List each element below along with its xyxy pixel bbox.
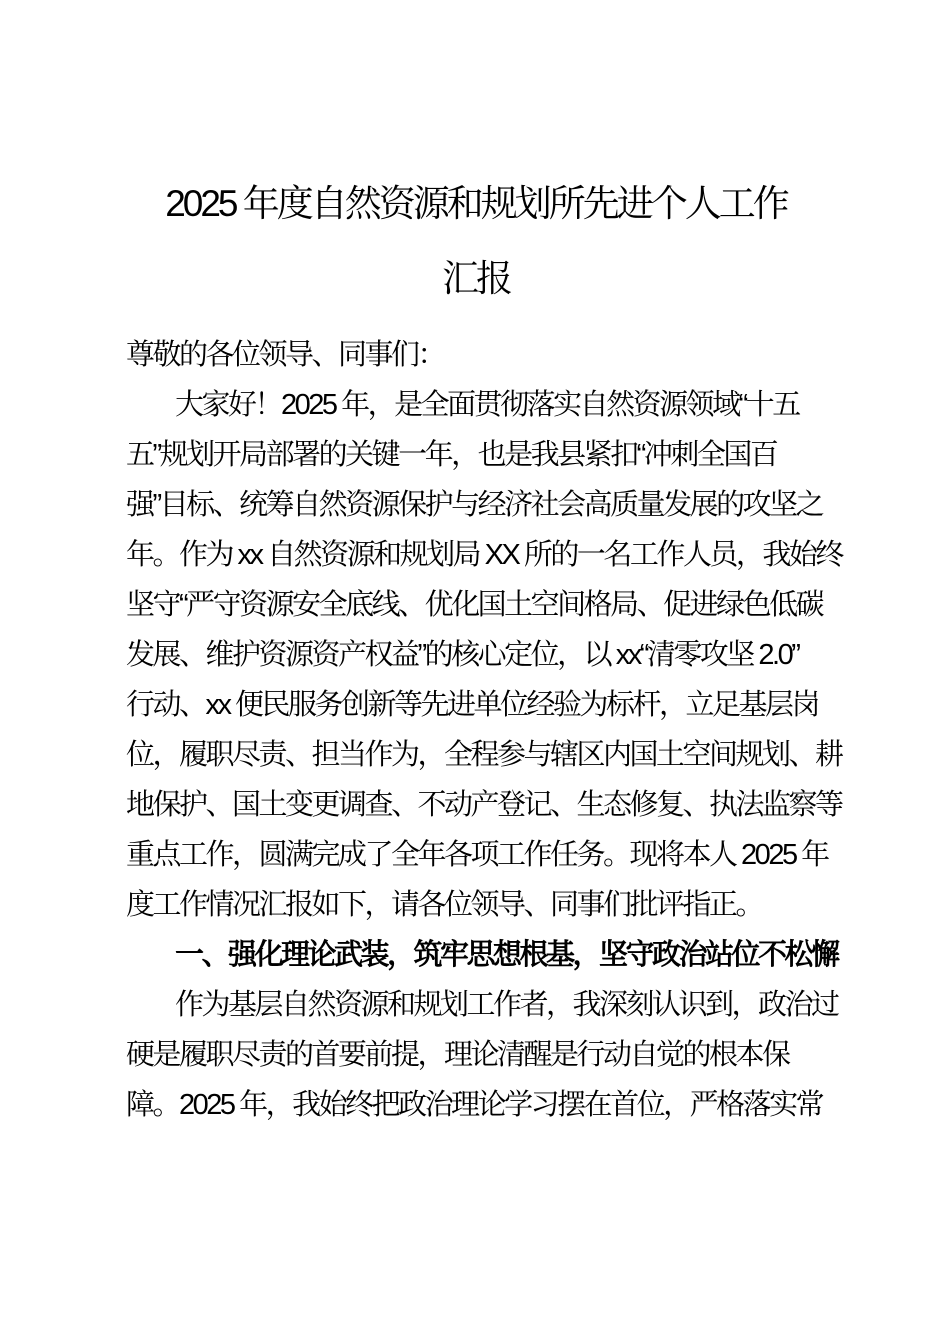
body-line: 重点工作，圆满完成了全年各项工作任务。现将本人 2025 年 bbox=[126, 839, 828, 871]
body-line: 作为基层自然资源和规划工作者，我深刻认识到，政治过 bbox=[175, 989, 838, 1021]
body-line: 度工作情况汇报如下，请各位领导、同事们批评指正。 bbox=[126, 889, 763, 921]
document-title bbox=[120, 166, 832, 316]
salutation-line: 尊敬的各位领导、同事们： bbox=[126, 339, 445, 371]
body-line: 发展、维护资源资产权益”的核心定位，以 xx“清零攻坚 2.0” bbox=[126, 639, 799, 671]
body-line: 坚守“严守资源安全底线、优化国土空间格局、促进绿色低碳 bbox=[126, 589, 823, 621]
body-line: 位，履职尽责、担当作为，全程参与辖区内国土空间规划、耕 bbox=[126, 739, 842, 771]
title-line-1: 2025 年度自然资源和规划所先进个人工作 bbox=[165, 183, 787, 224]
document-body bbox=[126, 330, 842, 1130]
body-line: 五”规划开局部署的关键一年，也是我县紧扣“冲刺全国百 bbox=[126, 439, 777, 471]
body-line: 行动、xx 便民服务创新等先进单位经验为标杆，立足基层岗 bbox=[126, 689, 819, 721]
body-line: 年。作为 xx 自然资源和规划局 XX 所的一名工作人员，我始终 bbox=[126, 539, 842, 571]
body-line: 地保护、国土变更调查、不动产登记、生态修复、执法监察等 bbox=[126, 789, 842, 821]
section-heading: 一、强化理论武装，筑牢思想根基，坚守政治站位不松懈 bbox=[175, 939, 838, 971]
body-line: 强”目标、统筹自然资源保护与经济社会高质量发展的攻坚之 bbox=[126, 489, 823, 521]
title-line-2: 汇报 bbox=[442, 258, 510, 299]
body-line: 硬是履职尽责的首要前提，理论清醒是行动自觉的根本保 bbox=[126, 1039, 789, 1071]
body-line: 大家好！2025 年，是全面贯彻落实自然资源领域“十五 bbox=[175, 389, 799, 421]
body-line: 障。2025 年，我始终把政治理论学习摆在首位，严格落实常 bbox=[126, 1089, 823, 1121]
